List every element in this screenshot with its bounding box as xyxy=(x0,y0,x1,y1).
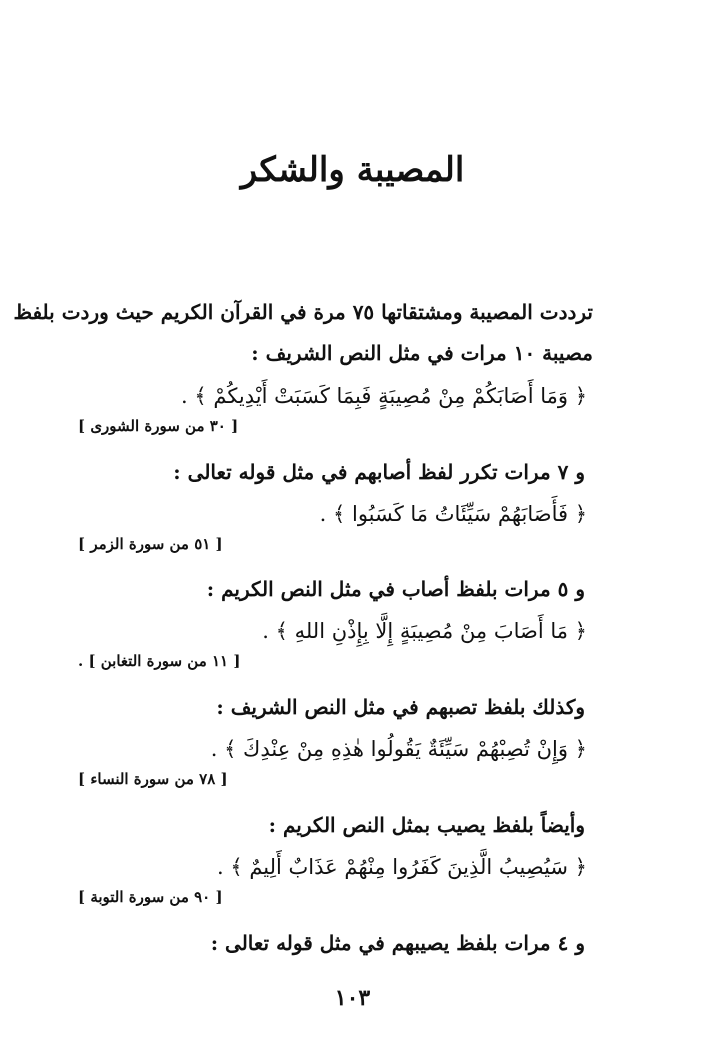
quran-quote-nisa: ﴿ وَإِنْ تُصِبْهُمْ سَيِّئَةٌ يَقُولُوا هٰذِهِ مِنْ عِنْدِكَ ﴾ . xyxy=(210,737,587,761)
page-number: ١٠٣ xyxy=(334,985,371,1011)
intro-line-2: مصيبة ١٠ مرات في مثل النص الشريف : xyxy=(251,341,593,365)
quran-quote-zumar: ﴿ فَأَصَابَهُمْ سَيِّئَاتُ مَا كَسَبُوا ﴾ . xyxy=(319,502,587,526)
surah-reference-taghabun: [ ١١ من سورة التغابن ] . xyxy=(78,652,241,670)
surah-reference-tawba: [ ٩٠ من سورة التوبة ] xyxy=(78,888,223,906)
surah-reference-shura: [ ٣٠ من سورة الشورى ] xyxy=(78,417,239,435)
surah-reference-zumar: [ ٥١ من سورة الزمر ] xyxy=(78,535,223,553)
section-intro-asabahum: و ٧ مرات تكرر لفظ أصابهم في مثل قوله تعالى : xyxy=(173,460,585,484)
section-intro-yusibuhum: و ٤ مرات بلفظ يصيبهم في مثل قوله تعالى : xyxy=(210,931,585,955)
quran-quote-taghabun: ﴿ مَا أَصَابَ مِنْ مُصِيبَةٍ إِلَّا بِإِذْنِ اللهِ ﴾ . xyxy=(262,619,587,643)
page-title: المصيبة والشكر xyxy=(240,150,465,190)
section-intro-asaba: و ٥ مرات بلفظ أصاب في مثل النص الكريم : xyxy=(206,577,585,601)
quran-quote-tawba: ﴿ سَيُصِيبُ الَّذِينَ كَفَرُوا مِنْهُمْ عَذَابٌ أَلِيمٌ ﴾ . xyxy=(216,855,587,879)
section-intro-yusib: وأيضاً بلفظ يصيب بمثل النص الكريم : xyxy=(268,813,585,837)
section-intro-tusibhum: وكذلك بلفظ تصبهم في مثل النص الشريف : xyxy=(216,695,585,719)
quran-quote-shura: ﴿ وَمَا أَصَابَكُمْ مِنْ مُصِيبَةٍ فَبِمَا كَسَبَتْ أَيْدِيكُمْ ﴾ . xyxy=(181,384,587,408)
surah-reference-nisa: [ ٧٨ من سورة النساء ] xyxy=(78,770,228,788)
intro-line-1: ترددت المصيبة ومشتقاتها ٧٥ مرة في القرآن الكريم حيث وردت بلفظ xyxy=(13,300,593,324)
